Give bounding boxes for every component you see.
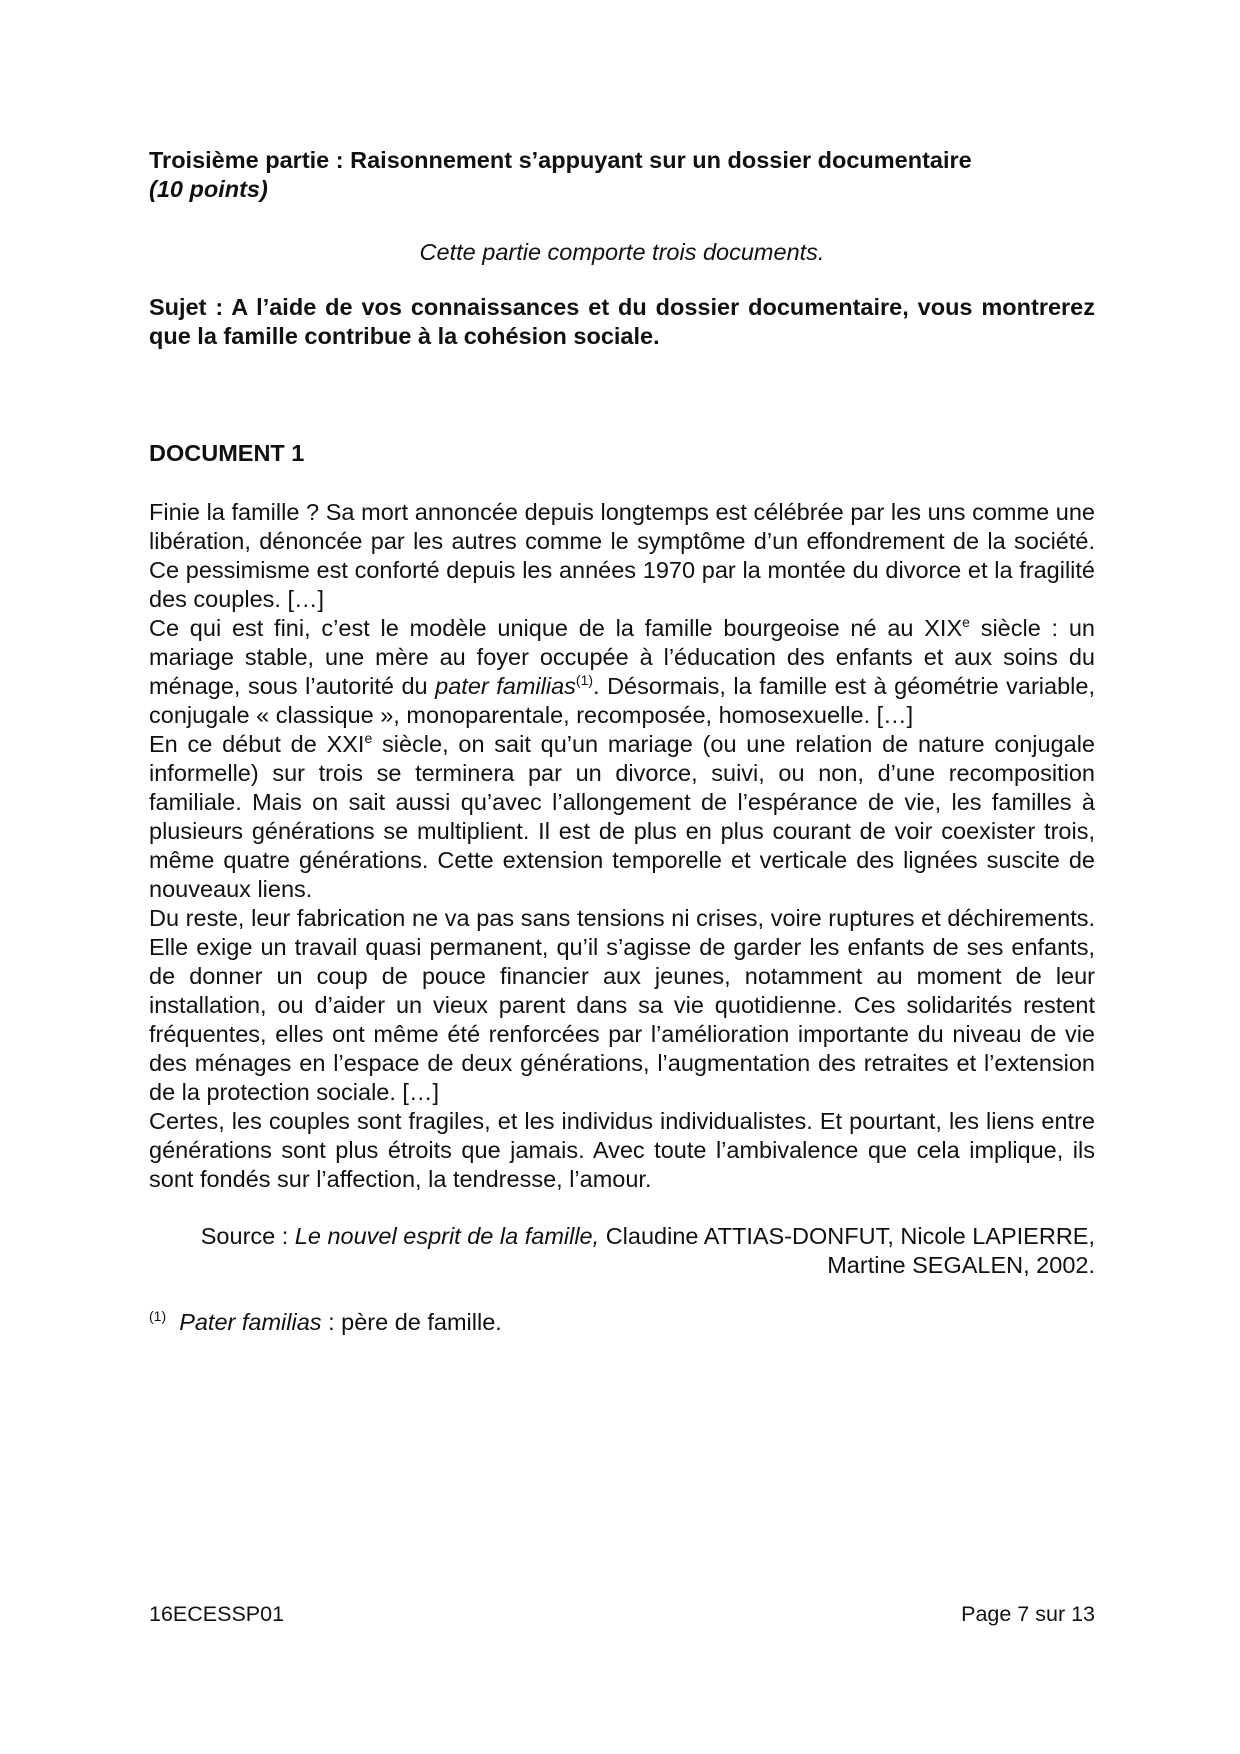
document-1-body [149,498,1095,1194]
superscript: e [962,614,970,630]
doc-paragraph-4: Du reste, leur fabrication ne va pas sans tensions ni crises, voire ruptures et déchirements. Elle exige un travail quasi permanent, qu’il s’agisse de garder les enfants de ses enfants, de donner un coup de pouce financier aux jeunes, notamment au moment de leur installation, ou d’aider un vieux parent dans sa vie quotidienne. Ces solidarités restent fréquentes, elles ont même été renforcées par l’amélioration importante du niveau de vie des ménages en l’espace de deux générations, l’augmentation des retraites et l’extension de la protection sociale. […] [149,905,1095,1105]
source-citation: Source : Le nouvel esprit de la famille, Claudine ATTIAS-DONFUT, Nicole LAPIERRE, Martine SEGALEN, 2002. [200,1223,1095,1278]
superscript: e [364,730,373,746]
part-title: Troisième partie : Raisonnement s’appuyant sur un dossier documentaire [149,147,972,173]
source-title: Le nouvel esprit de la famille, [294,1223,600,1249]
footnote-term: Pater familias [179,1309,322,1335]
footnote-reference: (1) [575,672,594,688]
doc-paragraph-5: Certes, les couples sont fragiles, et les individus individualistes. Et pourtant, les liens entre générations sont plus étroits que jamais. Avec toute l’ambivalence que cela implique, ils sont fondés sur l’affection, la tendresse, l’amour. [149,1108,1095,1192]
footnote-mark: (1) [149,1308,167,1324]
exam-page [149,146,1095,1337]
doc-paragraph-2: Ce qui est fini, c’est le modèle unique de la famille bourgeoise né au XIXe siècle : un mariage stable, une mère au foyer occupée à l’éducation des enfants et aux soins du ménage, sous l’autorité du pater familias$^{(1)}$. Désormais, la famille est à géométrie variable, conjugale « classique », monoparentale, recomposée, homosexuelle. […] [149,614,1095,728]
page-number: Page 7 sur 13 [961,1602,1095,1626]
footnote: $^{(1)}$ Pater familias : père de famille. [149,1308,502,1335]
document-count-note: Cette partie comporte trois documents. [419,239,825,265]
exam-code: 16ECESSP01 [149,1602,285,1626]
italic-term: pater familias [435,673,576,699]
points-label: (10 points) [149,176,268,202]
doc-paragraph-3: En ce début de XXIe siècle, on sait qu’un mariage (ou une relation de nature conjugale informelle) sur trois se terminera par un divorce, suivi, ou non, d’une recomposition familiale. Mais on sait aussi qu’avec l’allongement de l’espérance de vie, les familles à plusieurs générations se multiplient. Il est de plus en plus courant de voir coexister trois, même quatre générations. Cette extension temporelle et verticale des lignées suscite de nouveaux liens. [149,730,1095,902]
doc-paragraph-1: Finie la famille ? Sa mort annoncée depuis longtemps est célébrée par les uns comme une libération, dénoncée par les autres comme le symptôme d’un effondrement de la société. Ce pessimisme est conforté depuis les années 1970 par la montée du divorce et la fragilité des couples. […] [149,499,1095,612]
subject-statement: Sujet : A l’aide de vos connaissances et du dossier documentaire, vous montrerez que la famille contribue à la cohésion sociale. [149,294,1095,349]
document-1-heading: DOCUMENT 1 [149,440,305,466]
